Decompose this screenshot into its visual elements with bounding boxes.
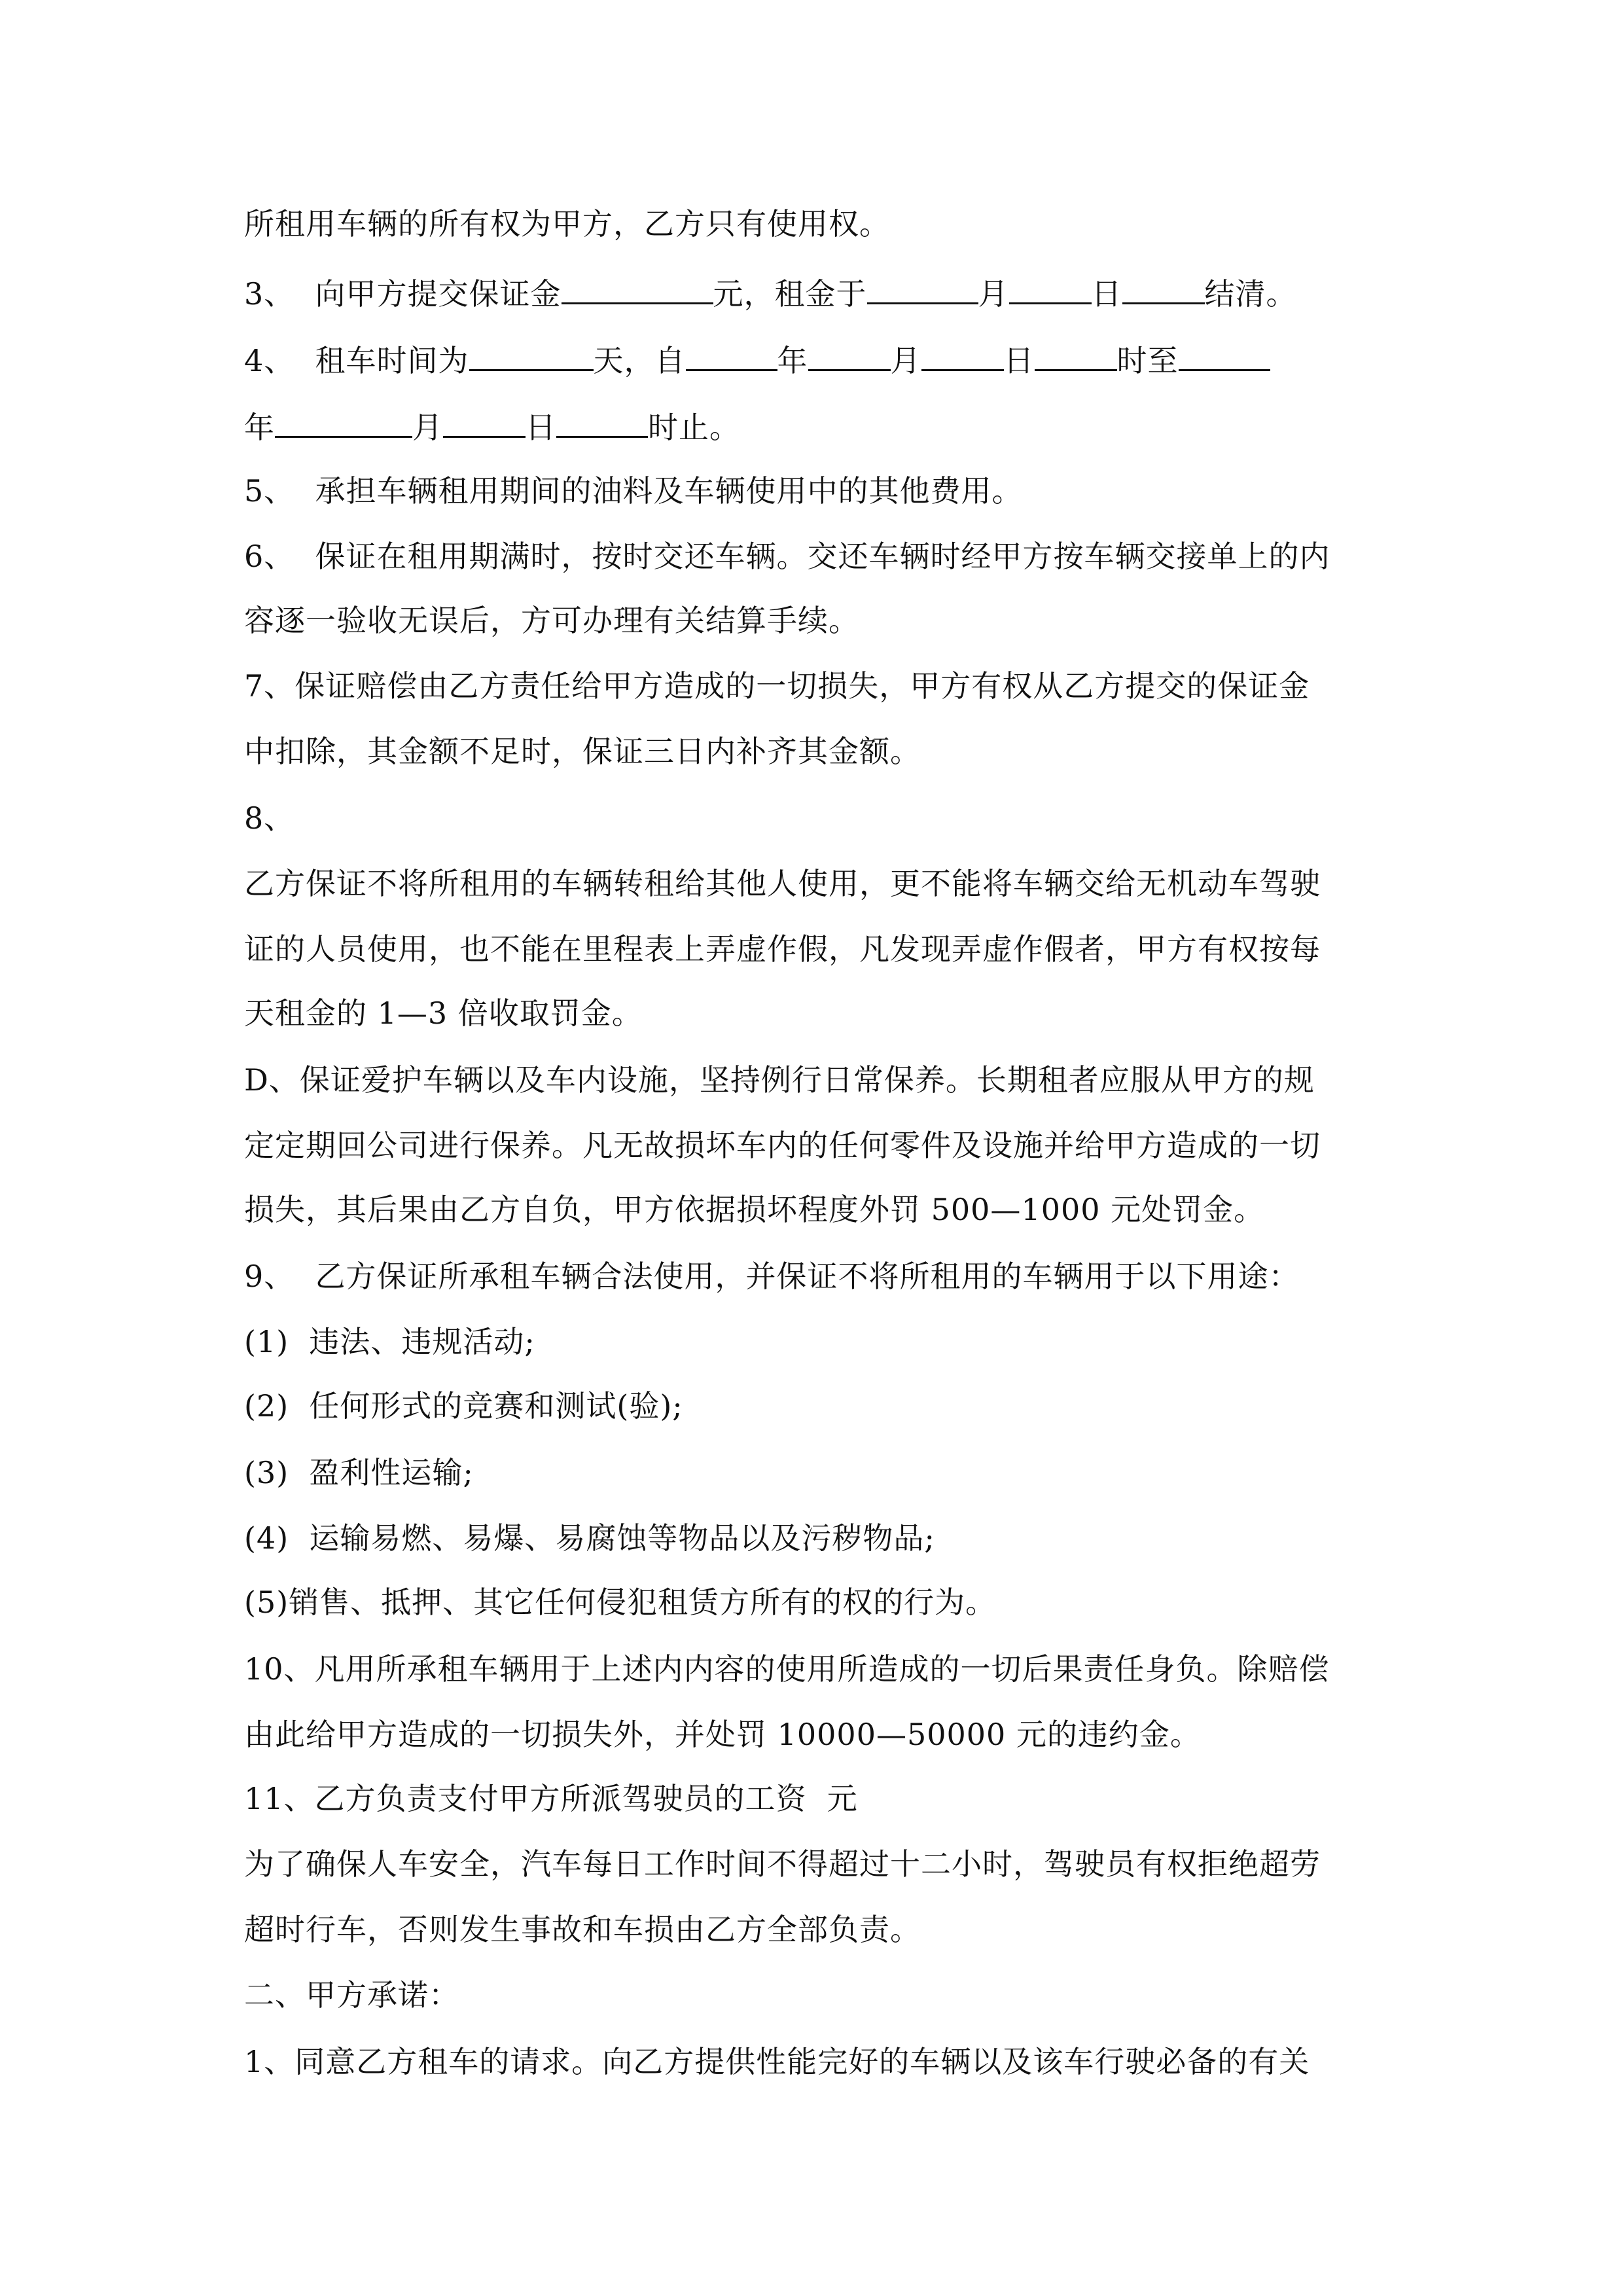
end-month-blank[interactable] — [443, 406, 526, 438]
text-line: 9、 乙方保证所承租车辆合法使用，并保证不将所租用的车辆用于以下用途： — [244, 1259, 1300, 1294]
text-line: 7、保证赔偿由乙方责任给甲方造成的一切损失，甲方有权从乙方提交的保证金 — [244, 668, 1310, 704]
text-line: 由此给甲方造成的一切损失外，并处罚 10000—50000 元的违约金。 — [244, 1717, 1201, 1752]
rental-period-end — [244, 406, 740, 447]
text-line: 所租用车辆的所有权为甲方，乙方只有使用权。 — [244, 206, 890, 242]
text-line: 8、 — [244, 800, 295, 836]
text-line: 乙方保证不将所租用的车辆转租给其他人使用，更不能将车辆交给无机动车驾驶 — [244, 866, 1321, 901]
clause-text: 日 — [526, 410, 556, 445]
start-month-blank[interactable] — [808, 339, 891, 371]
list-item: (2) 任何形式的竞赛和测试(验); — [244, 1388, 683, 1424]
list-item: (3) 盈利性运输; — [244, 1455, 474, 1490]
clause-text: 年 — [244, 410, 275, 445]
clause-text: 3、 向甲方提交保证金 — [244, 276, 562, 312]
text-line: 中扣除，其金额不足时，保证三日内补齐其金额。 — [244, 734, 921, 769]
text-line: 定定期回公司进行保养。凡无故损坏车内的任何零件及设施并给甲方造成的一切 — [244, 1128, 1321, 1163]
start-hour-blank[interactable] — [1035, 339, 1117, 371]
deposit-blank[interactable] — [562, 272, 713, 304]
clause-text: 月 — [890, 343, 921, 378]
day-blank[interactable] — [1009, 272, 1092, 304]
clause-text: 4、 租车时间为 — [244, 343, 469, 378]
rental-period-clause — [244, 339, 1270, 380]
end-year-blank-2[interactable] — [275, 406, 412, 438]
clause-text: 日 — [1091, 276, 1122, 312]
clause-text: 元，租金于 — [713, 276, 867, 312]
text-line: 天租金的 1—3 倍收取罚金。 — [244, 996, 643, 1031]
days-blank[interactable] — [469, 339, 594, 371]
text-line: 为了确保人车安全，汽车每日工作时间不得超过十二小时，驾驶员有权拒绝超劳 — [244, 1846, 1321, 1882]
section-heading: 二、甲方承诺： — [244, 1977, 459, 2013]
clause-text: 年 — [777, 343, 808, 378]
text-line: 容逐一验收无误后，方可办理有关结算手续。 — [244, 603, 859, 638]
text-line: 1、同意乙方租车的请求。向乙方提供性能完好的车辆以及该车行驶必备的有关 — [244, 2044, 1310, 2079]
clause-text: 日 — [1003, 343, 1035, 378]
end-hour-blank[interactable] — [556, 406, 648, 438]
list-item: (4) 运输易燃、易爆、易腐蚀等物品以及污秽物品; — [244, 1520, 935, 1556]
deposit-clause — [244, 272, 1297, 314]
clause-text: 天，自 — [593, 343, 686, 378]
text-line: 11、乙方负责支付甲方所派驾驶员的工资 元 — [244, 1781, 858, 1816]
clause-text: 月 — [978, 276, 1009, 312]
start-day-blank[interactable] — [921, 339, 1004, 371]
text-line: 损失，其后果由乙方自负，甲方依据损坏程度外罚 500—1000 元处罚金。 — [244, 1192, 1265, 1227]
month-blank[interactable] — [867, 272, 978, 304]
list-item: (1) 违法、违规活动; — [244, 1324, 535, 1359]
text-line: 6、 保证在租用期满时，按时交还车辆。交还车辆时经甲方按车辆交接单上的内 — [244, 539, 1330, 574]
clause-text: 时止。 — [648, 410, 740, 445]
settle-blank[interactable] — [1122, 272, 1205, 304]
text-line: D、保证爱护车辆以及车内设施，坚持例行日常保养。长期租者应服从甲方的规 — [244, 1062, 1315, 1098]
clause-text: 时至 — [1116, 343, 1179, 378]
list-item: (5)销售、抵押、其它任何侵犯租赁方所有的权的行为。 — [244, 1585, 997, 1620]
end-year-blank[interactable] — [1179, 339, 1270, 371]
clause-text: 月 — [412, 410, 443, 445]
text-line: 10、凡用所承租车辆用于上述内内容的使用所造成的一切后果责任身负。除赔偿 — [244, 1651, 1330, 1687]
start-year-blank[interactable] — [686, 339, 777, 371]
text-line: 证的人员使用，也不能在里程表上弄虚作假，凡发现弄虚作假者，甲方有权按每 — [244, 931, 1321, 967]
text-line: 超时行车，否则发生事故和车损由乙方全部负责。 — [244, 1912, 921, 1947]
clause-text: 结清。 — [1204, 276, 1297, 312]
text-line: 5、 承担车辆租用期间的油料及车辆使用中的其他费用。 — [244, 473, 1023, 509]
